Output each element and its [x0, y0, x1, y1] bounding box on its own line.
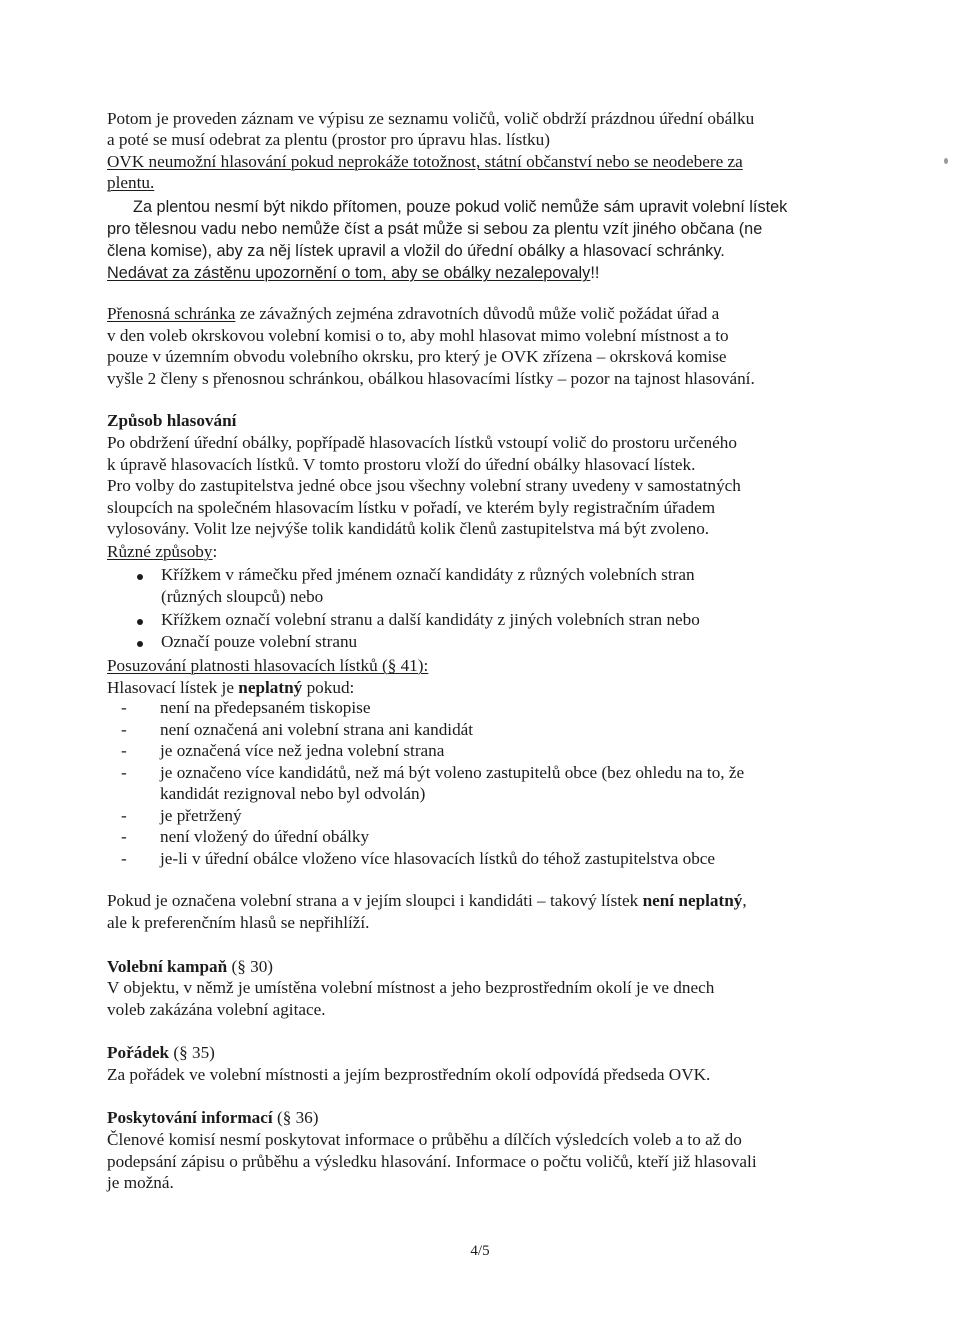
- invalid-item-2: není označená ani volební strana ani kandidát: [160, 720, 474, 739]
- invalid-intro: Hlasovací lístek je neplatný pokud:: [107, 678, 355, 697]
- bullet-item-2: Křížkem označí volební stranu a další kandidáty z jiných volebních stran nebo: [161, 610, 700, 629]
- invalid-item-4-cont: kandidát rezignoval nebo byl odvolán): [160, 784, 426, 803]
- dash-marker: -: [121, 720, 127, 739]
- ways-label: Různé způsoby:: [107, 542, 218, 561]
- dash-marker: -: [121, 806, 127, 825]
- p3-line-4: vyšle 2 členy s přenosnou schránkou, obálkou hlasovacími lístky – pozor na tajnost hlasování.: [107, 369, 755, 388]
- p3-line-2: v den voleb okrskovou volební komisi o to, aby mohl hlasovat mimo volební místnost a to: [107, 326, 729, 345]
- p3-line-1: Přenosná schránka ze závažných zejména zdravotních důvodů může volič požádat úřad a: [107, 304, 720, 323]
- info-line-1: Členové komisí nesmí poskytovat informace o průběhu a dílčích výsledcích voleb a to až do: [107, 1130, 742, 1149]
- info-line-2: podepsání zápisu o průběhu a výsledku hlasování. Informace o počtu voličů, kteří již hlasovali: [107, 1152, 757, 1171]
- campaign-line-2: voleb zakázána volební agitace.: [107, 1000, 326, 1019]
- dash-marker: -: [121, 849, 127, 868]
- voting-method-heading: Způsob hlasování: [107, 411, 237, 430]
- invalid-item-6: není vložený do úřední obálky: [160, 827, 370, 846]
- dash-marker: -: [121, 827, 127, 846]
- invalid-item-1: není na předepsaném tiskopise: [160, 698, 371, 717]
- s1-line-1: Po obdržení úřední obálky, popřípadě hlasovacích lístků vstoupí volič do prostoru určeného: [107, 433, 737, 452]
- dash-marker: -: [121, 741, 127, 760]
- invalid-item-3: je označená více než jedna volební strana: [160, 741, 445, 760]
- s1-line-5: vylosovány. Volit lze nejvýše tolik kandidátů kolik členů zastupitelstva má být zvoleno.: [107, 519, 710, 538]
- invalid-word: neplatný: [238, 678, 303, 697]
- bullet-marker: [137, 641, 143, 647]
- campaign-heading: Volební kampaň (§ 30): [107, 957, 274, 976]
- s1-line-2: k úpravě hlasovacích lístků. V tomto prostoru vloží do úřední obálky hlasovací lístek.: [107, 455, 696, 474]
- bullet-marker: [137, 619, 143, 625]
- valid-note-line-2: ale k preferenčním hlasů se nepřihlíží.: [107, 913, 370, 932]
- dash-marker: -: [121, 698, 127, 717]
- validity-heading: Posuzování platnosti hlasovacích lístků (§ 41):: [107, 656, 429, 675]
- p2-line-3: člena komise), aby za něj lístek upravil a vložil do úřední obálky a hlasovací schránky.: [107, 242, 725, 260]
- not-invalid-phrase: není neplatný: [642, 891, 743, 910]
- p1-line-1: Potom je proveden záznam ve výpisu ze seznamu voličů, volič obdrží prázdnou úřední obálku: [107, 109, 755, 128]
- p2-line-1: Za plentou nesmí být nikdo přítomen, pouze pokud volič nemůže sám upravit volební lístek: [133, 198, 788, 216]
- p1-line-2: a poté se musí odebrat za plentu (prostor pro úpravu hlas. lístku): [107, 130, 550, 149]
- p1-line-3: OVK neumožní hlasování pokud neprokáže totožnost, státní občanství nebo se neodebere za: [107, 152, 743, 171]
- info-line-3: je možná.: [107, 1173, 174, 1192]
- order-line-1: Za pořádek ve volební místnosti a jejím bezprostředním okolí odpovídá předseda OVK.: [107, 1065, 711, 1084]
- p2-warning: Nedávat za zástěnu upozornění o tom, aby se obálky nezalepovaly: [107, 264, 591, 282]
- scan-speck: [944, 158, 948, 164]
- page-number: 4/5: [470, 1243, 490, 1259]
- bullet-marker: [137, 574, 143, 580]
- bullet-item-3: Označí pouze volební stranu: [161, 632, 358, 651]
- bullet-item-1: Křížkem v rámečku před jménem označí kandidáty z různých volebních stran: [161, 565, 695, 584]
- p2-exclaim: !!: [590, 264, 600, 282]
- p2-line-4: [107, 263, 599, 284]
- p2-line-2: pro tělesnou vadu nebo nemůže číst a psát může si sebou za plentu vzít jiného občana (ne: [107, 220, 763, 238]
- bullet-item-1-cont: (různých sloupců) nebo: [161, 587, 324, 606]
- dash-marker: -: [121, 763, 127, 782]
- p3-line-3: pouze v územním obvodu volebního okrsku, pro který je OVK zřízena – okrsková komise: [107, 347, 727, 366]
- invalid-item-7: je-li v úřední obálce vloženo více hlasovacích lístků do téhož zastupitelstva obce: [160, 849, 716, 868]
- campaign-line-1: V objektu, v němž je umístěna volební místnost a jeho bezprostředním okolí je ve dnech: [107, 978, 715, 997]
- info-heading: Poskytování informací (§ 36): [107, 1108, 319, 1127]
- p1-line-4: plentu.: [107, 173, 155, 192]
- invalid-item-5: je přetržený: [160, 806, 242, 825]
- s1-line-3: Pro volby do zastupitelstva jedné obce jsou všechny volební strany uvedeny v samostatných: [107, 476, 741, 495]
- invalid-item-4: je označeno více kandidátů, než má být voleno zastupitelů obce (bez ohledu na to, že: [160, 763, 745, 782]
- valid-note-line-1: Pokud je označena volební strana a v jejím sloupci i kandidáti – takový lístek není neplatný,: [107, 891, 747, 910]
- order-heading: Pořádek (§ 35): [107, 1043, 215, 1062]
- s1-line-4: sloupcích na společném hlasovacím lístku v pořadí, ve kterém byly registračním úřadem: [107, 498, 716, 517]
- portable-box-term: Přenosná schránka: [107, 304, 236, 323]
